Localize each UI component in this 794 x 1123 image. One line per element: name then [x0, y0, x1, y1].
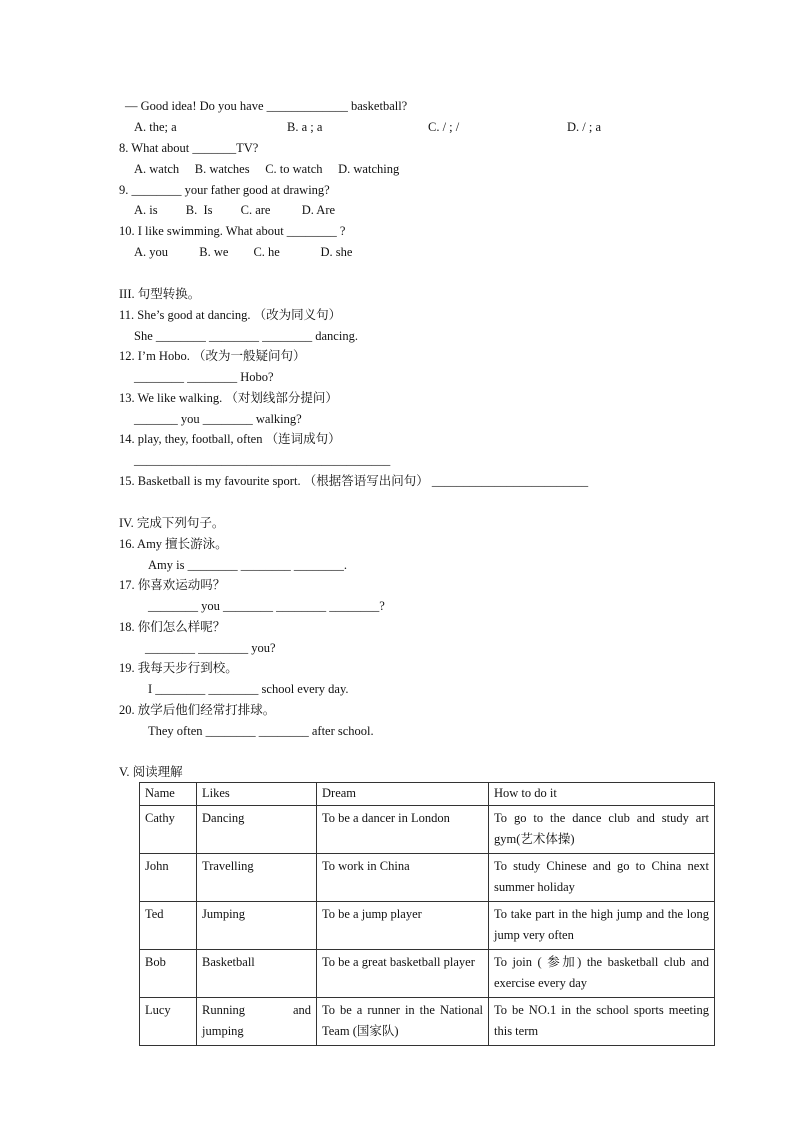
- q19-answer-line: I ________ ________ school every day.: [148, 682, 349, 696]
- header-name: Name: [140, 783, 197, 806]
- q7-option-b: B. a ; a: [287, 120, 323, 134]
- cell-likes: Travelling: [197, 854, 317, 902]
- q12-stem: 12. I’m Hobo. （改为一般疑问句）: [119, 349, 306, 363]
- q13-answer-line: _______ you ________ walking?: [134, 412, 302, 426]
- cell-dream: To be a great basketball player: [317, 950, 489, 998]
- cell-likes: Dancing: [197, 806, 317, 854]
- q18-answer-line: ________ ________ you?: [145, 641, 276, 655]
- cell-name: John: [140, 854, 197, 902]
- table-row: [140, 902, 715, 950]
- cell-dream: To be a runner in the National Team (国家队): [317, 998, 489, 1046]
- section-5-title: V. 阅读理解: [119, 765, 183, 779]
- q20-answer-line: They often ________ ________ after school.: [148, 724, 374, 738]
- section-4-title: IV. 完成下列句子。: [119, 516, 225, 530]
- q19-stem: 19. 我每天步行到校。: [119, 661, 238, 675]
- q7-option-c: C. / ; /: [428, 120, 460, 134]
- cell-name: Cathy: [140, 806, 197, 854]
- cell-likes: Running and jumping: [197, 998, 317, 1046]
- cell-likes: Basketball: [197, 950, 317, 998]
- q13-stem: 13. We like walking. （对划线部分提问）: [119, 391, 338, 405]
- q14-answer-line: _________________________________________: [134, 453, 391, 467]
- table-header-row: [140, 783, 715, 806]
- header-how-to-do-it: How to do it: [489, 783, 715, 806]
- q11-answer-line: She ________ ________ ________ dancing.: [134, 329, 358, 343]
- cell-name: Lucy: [140, 998, 197, 1046]
- q8-stem: 8. What about _______TV?: [119, 141, 259, 155]
- q9-stem: 9. ________ your father good at drawing?: [119, 183, 330, 197]
- q7-stem: — Good idea! Do you have _____________ basketball?: [125, 99, 408, 113]
- q10-options: A. you B. we C. he D. she: [134, 245, 353, 259]
- table-row: [140, 806, 715, 854]
- q15-stem: 15. Basketball is my favourite sport. （根据答语写出问句） _________________________: [119, 474, 589, 488]
- section-3-title: III. 句型转换。: [119, 287, 201, 301]
- header-likes: Likes: [197, 783, 317, 806]
- cell-name: Bob: [140, 950, 197, 998]
- cell-how: To go to the dance club and study art gym(艺术体操): [489, 806, 715, 854]
- q8-options: A. watch B. watches C. to watch D. watching: [134, 162, 400, 176]
- q18-stem: 18. 你们怎么样呢？: [119, 620, 226, 634]
- table-row: [140, 998, 715, 1046]
- cell-how: To be NO.1 in the school sports meeting this term: [489, 998, 715, 1046]
- q11-stem: 11. She’s good at dancing. （改为同义句）: [119, 308, 342, 322]
- cell-dream: To work in China: [317, 854, 489, 902]
- cell-name: Ted: [140, 902, 197, 950]
- q14-stem: 14. play, they, football, often （连词成句）: [119, 432, 341, 446]
- cell-likes: Jumping: [197, 902, 317, 950]
- cell-dream: To be a dancer in London: [317, 806, 489, 854]
- cell-how: To join ( 参加) the basketball club and exercise every day: [489, 950, 715, 998]
- table-row: [140, 854, 715, 902]
- header-dream: Dream: [317, 783, 489, 806]
- q12-answer-line: ________ ________ Hobo?: [134, 370, 274, 384]
- q7-option-d: D. / ; a: [567, 120, 602, 134]
- q10-stem: 10. I like swimming. What about ________ ?: [119, 224, 346, 238]
- q17-stem: 17. 你喜欢运动吗？: [119, 578, 226, 592]
- reading-table: [139, 782, 715, 1046]
- q9-options: A. is B. Is C. are D. Are: [134, 203, 336, 217]
- cell-how: To study Chinese and go to China next summer holiday: [489, 854, 715, 902]
- cell-how: To take part in the high jump and the long jump very often: [489, 902, 715, 950]
- q20-stem: 20. 放学后他们经常打排球。: [119, 703, 276, 717]
- q7-option-a: A. the; a: [134, 120, 177, 134]
- table-row: [140, 950, 715, 998]
- cell-dream: To be a jump player: [317, 902, 489, 950]
- q16-stem: 16. Amy 擅长游泳。: [119, 537, 228, 551]
- q17-answer-line: ________ you ________ ________ ________?: [148, 599, 385, 613]
- q16-answer-line: Amy is ________ ________ ________.: [148, 558, 347, 572]
